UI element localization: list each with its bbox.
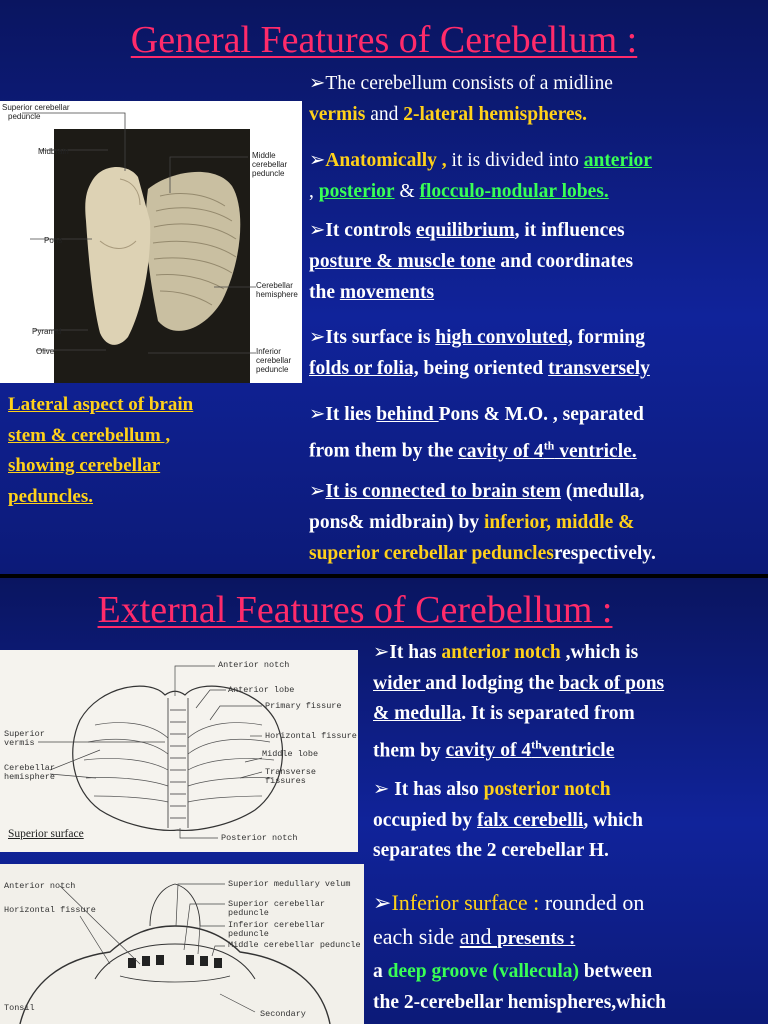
figure-caption: Lateral aspect of brain stem & cerebellum , showing cerebellar peduncles.	[8, 394, 194, 507]
label-posterior-notch: Posterior notch	[221, 833, 298, 843]
label-superior-vermis: Superior vermis	[4, 729, 45, 748]
label-olive: Olive	[36, 347, 55, 356]
bullet-inferior-surface: ➢Inferior surface : rounded on each side and presents : a deep groove (vallecula) between the 2-cerebellar hemispheres,which	[373, 890, 667, 1013]
bullet-surface-folia: ➢Its surface is high convoluted, forming folds or folia, being oriented transversely	[309, 327, 650, 379]
brainstem-cerebellum-photo	[0, 101, 302, 383]
label-anterior-notch: Anterior notch	[4, 881, 76, 891]
bullet-midline-vermis: ➢The cerebellum consists of a midline vermis and 2-lateral hemispheres.	[309, 73, 613, 125]
label-superior-medullary-velum: Superior medullary velum	[228, 879, 351, 889]
label-middle-peduncle: Middle cerebellar peduncle	[228, 940, 361, 950]
label-middle-lobe: Middle lobe	[262, 749, 319, 759]
bullet-anatomical-division: ➢Anatomically , it is divided into anterior , posterior & flocculo-nodular lobes.	[309, 150, 652, 202]
label-cerebellar-hemisphere: Cerebellar hemisphere	[4, 763, 56, 782]
label-tonsil: Tonsil	[4, 1003, 35, 1013]
label-anterior-lobe: Anterior lobe	[228, 685, 295, 695]
inferior-surface-diagram	[0, 864, 364, 1024]
label-middle-peduncle: Middle cerebellar peduncle	[252, 151, 288, 178]
label-midbrain: Midbrain	[38, 147, 69, 156]
label-anterior-notch: Anterior notch	[218, 660, 290, 670]
label-inferior-peduncle: Inferior cerebellar peduncle	[256, 347, 292, 374]
label-horizontal-fissure: Horizontal fissure	[4, 905, 96, 915]
slide-external-features	[0, 578, 768, 1024]
superior-surface-diagram	[0, 650, 358, 852]
bullet-controls-equilibrium: ➢It controls equilibrium, it influences posture & muscle tone and coordinates the movements	[309, 220, 634, 303]
label-inferior-peduncle: Inferior cerebellar peduncle	[228, 920, 325, 939]
label-superior-peduncle: Superior cerebellar peduncle	[228, 899, 325, 918]
slide-title: General Features of Cerebellum :	[130, 19, 638, 61]
bullet-lies-behind: ➢It lies behind Pons & M.O. , separated from them by the cavity of 4th ventricle.	[309, 404, 644, 462]
label-horizontal-fissure: Horizontal fissure	[265, 731, 357, 741]
bullet-posterior-notch: ➢ It has also posterior notch occupied by falx cerebelli, which separates the 2 cerebellar H.	[373, 779, 643, 861]
bullet-connected-peduncles: ➢It is connected to brain stem (medulla, pons& midbrain) by inferior, middle & superior cerebellar pedunclesrespectively.	[309, 481, 656, 564]
label-superior-surface: Superior surface	[8, 828, 84, 840]
label-superior-peduncle: Superior cerebellar peduncle	[2, 103, 70, 121]
slide-title: External Features of Cerebellum :	[97, 589, 613, 631]
label-primary-fissure: Primary fissure	[265, 701, 342, 711]
label-pyramid: Pyramid	[32, 327, 62, 336]
label-cerebellar-hemisphere: Cerebellar hemisphere	[256, 281, 298, 299]
label-pons: Pons	[44, 236, 63, 245]
bullet-anterior-notch: ➢It has anterior notch ,which is wider and lodging the back of pons & medulla. It is separated from them by cavity of 4thventricle	[373, 642, 665, 761]
label-secondary: Secondary	[260, 1009, 306, 1019]
label-transverse-fissures: Transverse fissures	[265, 767, 317, 786]
